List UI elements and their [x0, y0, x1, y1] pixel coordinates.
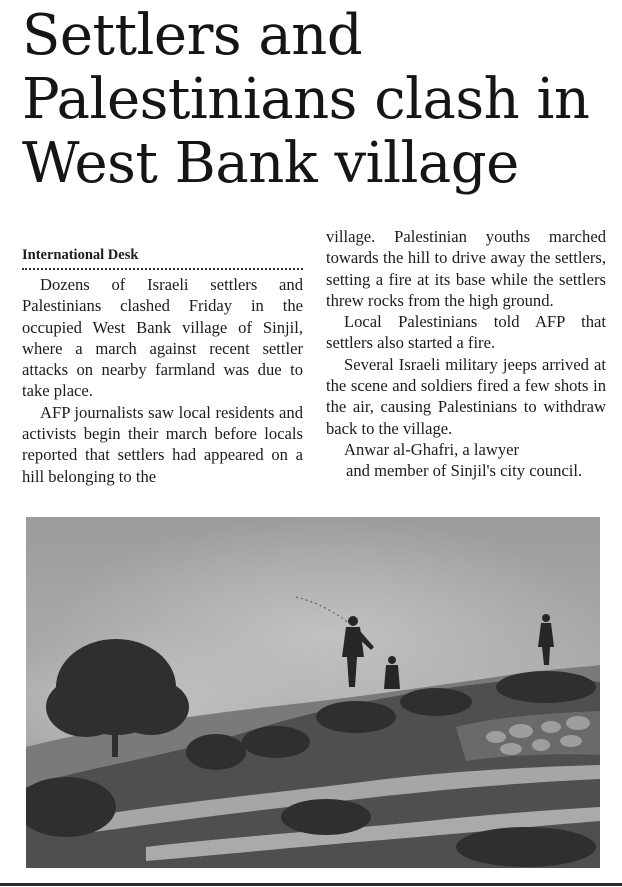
paragraph: Anwar al-Ghafri, a lawyer [344, 439, 520, 459]
paragraph: and member of Sinjil's city council. [346, 461, 583, 481]
photo-illustration [26, 517, 600, 868]
paragraph: AFP journalists saw local residents and activists begin their march before locals reported that settlers had appeared on a hill belonging to the [22, 402, 303, 486]
paragraph: village. Palestinian youths marched towards the hill to drive away the settlers, setting a fire at its base while the settlers threw rocks from the high ground. [326, 227, 606, 310]
paragraph: Dozens of Israeli settlers and Palestinians clashed Friday in the occupied West Bank village of Sinjil, where a march against recent settler attacks on nearby farmland was due to take place. [22, 275, 303, 401]
page-rule [0, 883, 622, 886]
paragraph: Several Israeli military jeeps arrived at the scene and soldiers fired a few shots in the air, causing Palestinians to withdraw back to the village. [326, 354, 606, 438]
news-photo [26, 517, 600, 868]
desk-byline: International Desk [22, 246, 303, 270]
article-column-left [22, 226, 303, 487]
headline: Settlers and Palestinians clash in West Bank village [22, 3, 590, 196]
paragraph: Local Palestinians told AFP that settlers also started a fire. [326, 312, 606, 353]
article-column-right [326, 226, 606, 482]
